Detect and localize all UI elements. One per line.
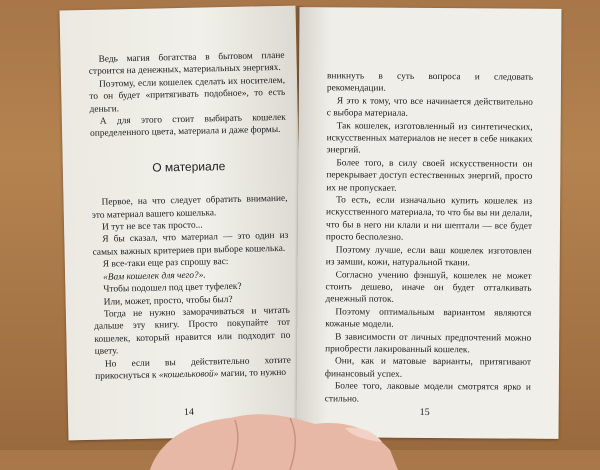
paragraph: Чтобы подошел под цвет туфелек? [103, 281, 242, 295]
paragraph: Поэтому оптимальным вариантом являются кожаные модели. [325, 307, 532, 330]
paragraph-last [95, 354, 291, 383]
left-page-text [88, 50, 291, 383]
paragraph: В зависимости от личных предпочтений можно приобрести лакированный кошелек. [325, 331, 532, 356]
paragraph: И тут не все так просто... [101, 220, 203, 233]
right-page-text [325, 70, 533, 406]
paragraph: Ведь магия богатства в бытовом плане строится на денежных, материальных энергиях. [88, 50, 285, 78]
text-span: Но если вы действительно хотите прикоснуться к [95, 355, 292, 382]
section-heading: О материале [152, 158, 226, 175]
page-number: 14 [183, 406, 195, 418]
paragraph: Я это к тому, что все начинается действительно с выбора материала. [326, 96, 533, 120]
italic-text: «кошельковой» [158, 369, 219, 381]
paragraph: вникнуть в суть вопроса и следовать рекомендации. [326, 71, 534, 95]
paragraph: Согласно учению фэншуй, кошелек не может стоить дешево, иначе он будет отталкивать денежный поток. [325, 269, 532, 306]
paragraph: То есть, если изначально купить кошелек из искусственного материала, то что бы вы ни делали, что бы в него ни клали и ни шептали — все будет просто бесполезно. [325, 195, 533, 244]
hand-fingers [150, 414, 398, 470]
paragraph: Так кошелек, изготовленный из синтетических, искусственных материалов не несет в себе никаких энергий. [326, 120, 533, 156]
page-number: 15 [419, 406, 430, 419]
italic-text: «Вам кошелек для чего?». [103, 270, 206, 283]
paragraph: А для этого стоит выбирать кошелек определенного цвета, материала и даже формы. [90, 112, 286, 140]
paragraph: Более того, в силу своей искусственности он перекрывает доступ естественных энергий, просто их не пропускает. [326, 158, 533, 194]
left-page [60, 6, 305, 441]
hand [140, 380, 400, 470]
paragraph: Поэтому лучше, если ваш кошелек изготовлен из замши, кожи, натуральной ткани. [325, 245, 532, 269]
paragraph: Поэтому, если кошелек сделать их носителем, то он будет «притягивать подобное», то есть деньги. [89, 75, 286, 115]
paragraph: Первое, на что следует обратить внимание, это материал вашего кошелька. [91, 194, 288, 221]
right-page [297, 7, 562, 439]
paragraph: Я бы сказал, что материал — это один из самых важных критериев при выборе кошелька. [92, 231, 289, 258]
text-span: магии, то нужно [218, 367, 287, 380]
paragraph: Они, как и матовые варианты, притягивают финансовый успех. [324, 356, 532, 380]
paragraph: Тогда не нужно заморачиваться и читать дальше эту книгу. Просто покупайте тот кошелек, который нравится или подходит по цвету. [94, 305, 291, 357]
paragraph: Я все-таки еще раз спрошу вас: [102, 257, 229, 270]
paragraph: Более того, лаковые модели смотрятся ярко и стильно. [324, 381, 531, 405]
paragraph: Или, может, просто, чтобы был? [103, 294, 233, 308]
